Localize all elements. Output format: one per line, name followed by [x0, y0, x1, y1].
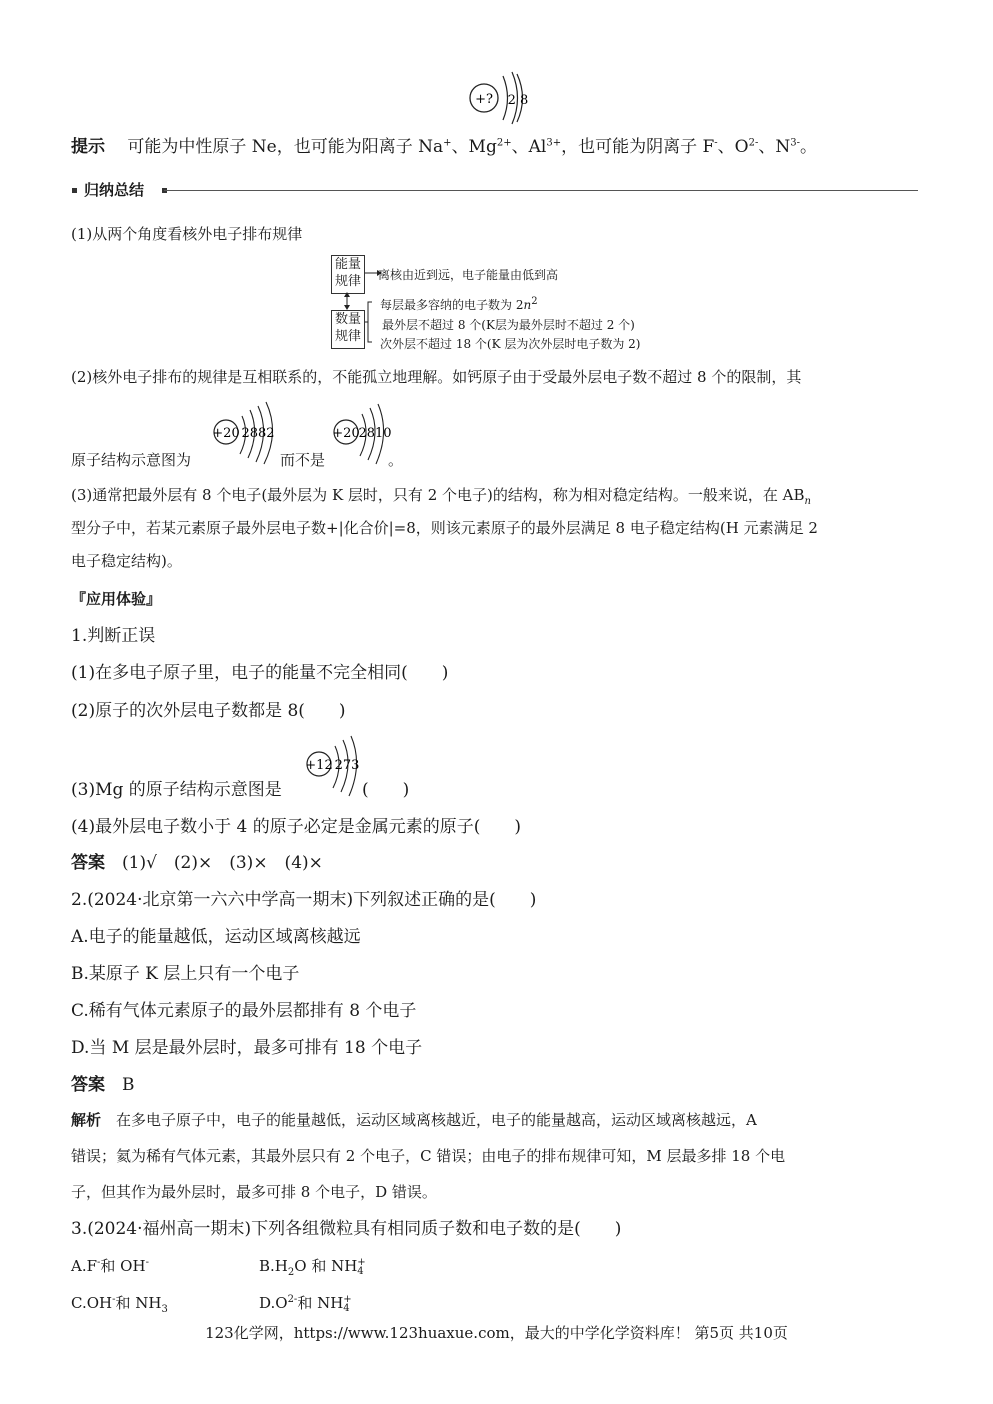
q2-analysis-line1: 解析 在多电子原子中，电子的能量越低，运动区域离核越近，电子的能量越高，运动区域离核越远，A: [71, 1111, 757, 1129]
mg-shells: 273: [334, 758, 360, 773]
top-atom-diagram: [460, 68, 540, 130]
page-footer: 123化学网，https://www.123huaxue.com，最大的中学化学资料库！ 第5页 共10页: [205, 1324, 788, 1342]
q1-statement-3: (3)Mg 的原子结构示意图是: [71, 780, 282, 800]
top-atom-shells: 2 8: [507, 93, 529, 108]
summary-item-2-b: 而不是: [280, 451, 326, 469]
summary-item-1: (1)从两个角度看核外电子排布规律: [71, 225, 303, 243]
energy-rule-text: 离核由近到远，电子能量由低到高: [378, 268, 559, 282]
quantity-rule-box: 数量规律: [331, 310, 365, 349]
q3-option-b: $B.H_2O$ 和 NH+ 4: [259, 1257, 366, 1278]
summary-item-3-line3: 电子稳定结构)。: [71, 552, 182, 570]
q3-option-c: C.OH-和 $NH_3$: [71, 1294, 168, 1315]
q3-option-a: A.F-和 OH-: [71, 1257, 149, 1275]
q2-option-c: C.稀有气体元素原子的最外层都排有 8 个电子: [71, 1001, 417, 1021]
q2-analysis-label: 解析: [71, 1111, 102, 1129]
summary-item-2-line1: (2)核外电子排布的规律是互相联系的，不能孤立地理解。如钙原子由于受最外层电子数不超过 8 个的限制，其: [71, 368, 802, 386]
summary-item-2-c: 。: [388, 451, 404, 469]
q1-statement-2: (2)原子的次外层电子数都是 8( ): [71, 701, 346, 721]
ca-wrong-shells: 2810: [358, 426, 392, 441]
q2-analysis-line3: 子，但其作为最外层时，最多可排 8 个电子，D 错误。: [71, 1183, 437, 1201]
hint-label: 提示: [71, 137, 105, 157]
q3-stem: 3.(2024·福州高一期末)下列各组微粒具有相同质子数和电子数的是( ): [71, 1219, 622, 1239]
section-bullet: [72, 188, 77, 193]
q2-option-a: A.电子的能量越低，运动区域离核越远: [71, 927, 361, 947]
section-title: 归纳总结: [84, 181, 145, 199]
q2-answer-label: 答案: [71, 1075, 105, 1095]
summary-item-2-a: 原子结构示意图为: [71, 451, 192, 469]
q3-option-d: $D.O^{2-}$和 NH+ 4: [259, 1294, 352, 1314]
ca-wrong-diagram: [330, 400, 395, 466]
ca-correct-diagram: [210, 400, 285, 466]
q2-option-b: B.某原子 K 层上只有一个电子: [71, 964, 300, 984]
q1-statement-1: (1)在多电子原子里，电子的能量不完全相同( ): [71, 663, 449, 683]
q2-answer: 答案 B: [71, 1075, 135, 1095]
mg-atom-diagram: [303, 732, 365, 798]
ca-wrong-nucleus: +20: [332, 426, 360, 441]
quantity-rule-2: 最外层不超过 8 个(K层为最外层时不超过 2 个): [382, 318, 635, 332]
summary-item-3-line1: (3)通常把最外层有 8 个电子(最外层为 K 层时，只有 2 个电子)的结构，称为相对稳定结构。一般来说，在 $AB_n$: [71, 486, 811, 507]
ca-correct-shells: 2882: [241, 426, 275, 441]
energy-rule-box: 能量规律: [331, 255, 365, 294]
q2-analysis-line2: 错误；氦为稀有气体元素，其最外层只有 2 个电子，C 错误；由电子的排布规律可知，M 层最多排 18 个电: [71, 1147, 786, 1165]
q1-answer-label: 答案: [71, 853, 105, 873]
q1-answer: 答案 (1)√ (2)× (3)× (4)×: [71, 853, 323, 873]
q2-option-d: D.当 M 层是最外层时，最多可排有 18 个电子: [71, 1038, 423, 1058]
section-divider: [164, 190, 918, 191]
q1-stem: 1.判断正误: [71, 626, 156, 646]
q1-statement-3-blank: ( ): [362, 780, 410, 800]
q1-statement-4: (4)最外层电子数小于 4 的原子必定是金属元素的原子( ): [71, 817, 521, 837]
practice-title: 『应用体验』: [71, 590, 162, 608]
ca-correct-nucleus: +20: [212, 426, 240, 441]
quantity-rule-3: 次外层不超过 18 个(K 层为次外层时电子数为 2): [380, 337, 641, 351]
q2-stem: 2.(2024·北京第一六六中学高一期末)下列叙述正确的是( ): [71, 890, 537, 910]
mg-nucleus: +12: [305, 758, 333, 773]
top-atom-nucleus: +?: [475, 92, 493, 107]
quantity-rule-1: 每层最多容纳的电子数为 $2n^2$: [380, 296, 538, 312]
hint-line: 提示 可能为中性原子 Ne，也可能为阳离子 Na+、$Mg^{2+}$、$Al^{3+}$，也可能为阴离子 F-、$O^{2-}$、$N^{3-}$。: [71, 137, 817, 157]
summary-item-3-line2: 型分子中，若某元素原子最外层电子数+|化合价|=8，则该元素原子的最外层满足 8 电子稳定结构(H 元素满足 2: [71, 519, 818, 537]
